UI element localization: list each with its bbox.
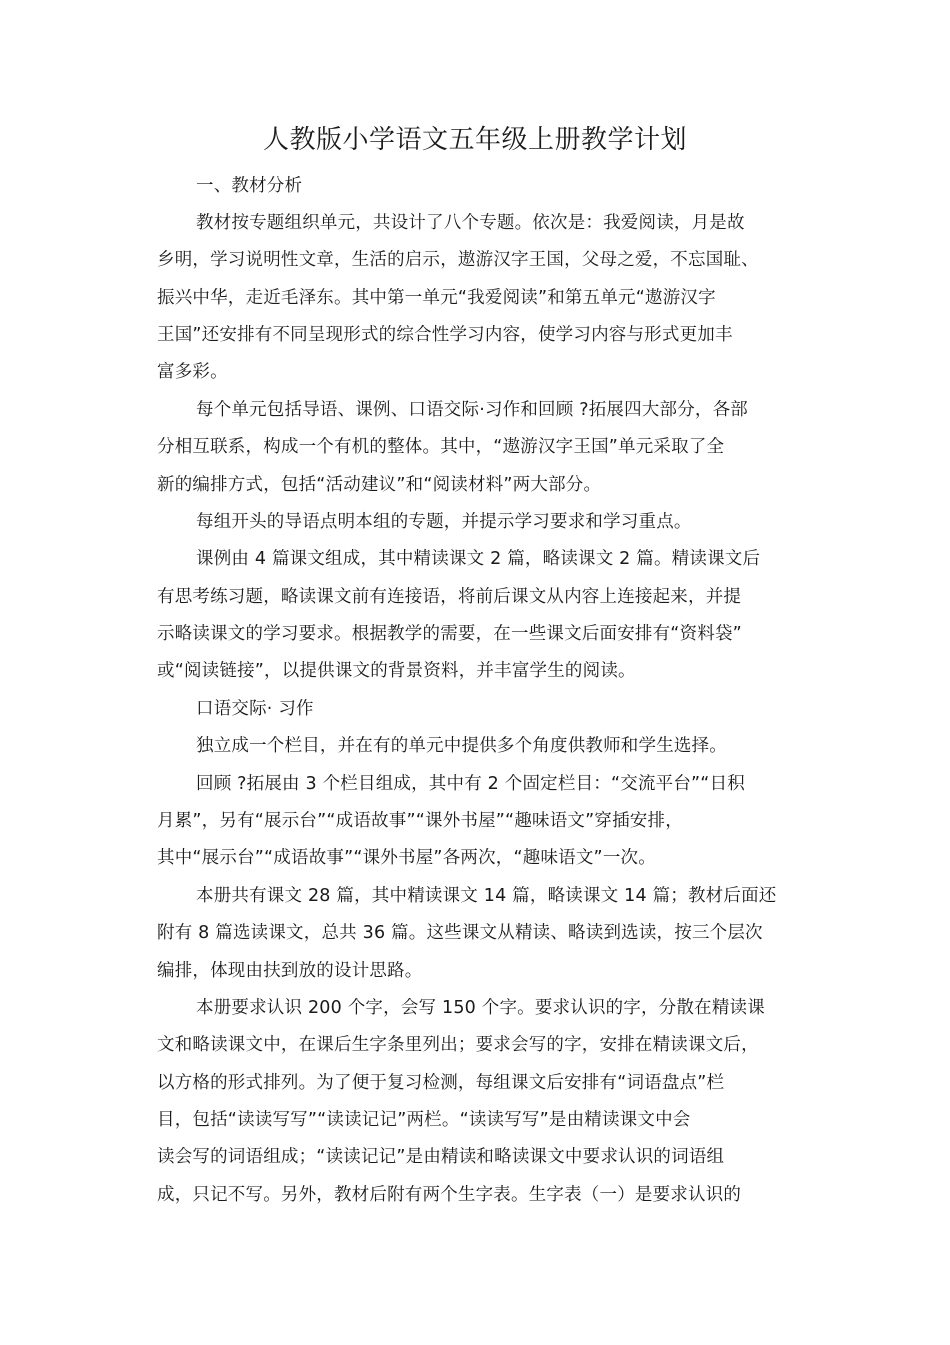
text-line: 新的编排方式，包括“活动建议”和“阅读材料”两大部分。 <box>157 475 602 495</box>
text-line: 本册要求认识 200 个字，会写 150 个字。要求认识的字，分散在精读课 <box>196 998 765 1018</box>
text-line: 乡明，学习说明性文章，生活的启示，遨游汉字王国，父母之爱，不忘国耻、 <box>157 250 759 270</box>
text-line: 富多彩。 <box>157 362 228 382</box>
text-line: 每组开头的导语点明本组的专题，并提示学习要求和学习重点。 <box>196 512 692 532</box>
text-line: 振兴中华，走近毛泽东。其中第一单元“我爱阅读”和第五单元“遨游汉字 <box>157 288 716 308</box>
text-line: 独立成一个栏目，并在有的单元中提供多个角度供教师和学生选择。 <box>196 736 727 756</box>
text-line: 本册共有课文 28 篇，其中精读课文 14 篇，略读课文 14 篇；教材后面还 <box>196 886 777 906</box>
text-line: 示略读课文的学习要求。根据教学的需要，在一些课文后面安排有“资料袋” <box>157 624 742 644</box>
text-line: 附有 8 篇选读课文，总共 36 篇。这些课文从精读、略读到选读，按三个层次 <box>157 923 763 943</box>
text-line: 口语交际· 习作 <box>196 699 314 719</box>
text-line: 每个单元包括导语、课例、口语交际·习作和回顾 ?拓展四大部分，各部 <box>196 400 749 420</box>
text-line: 教材按专题组织单元，共设计了八个专题。依次是：我爱阅读，月是故 <box>196 213 745 233</box>
section-heading: 一、教材分析 <box>196 176 303 196</box>
text-line: 其中“展示台”“成语故事”“课外书屋”各两次，“趣味语文”一次。 <box>157 848 656 868</box>
text-line: 回顾 ?拓展由 3 个栏目组成，其中有 2 个固定栏目：“交流平台”“日积 <box>196 774 745 794</box>
text-line: 读会写的词语组成；“读读记记”是由精读和略读课文中要求认识的词语组 <box>157 1147 725 1167</box>
text-line: 目，包括“读读写写”“读读记记”两栏。“读读写写”是由精读课文中会 <box>157 1110 691 1130</box>
text-line: 编排，体现由扶到放的设计思路。 <box>157 961 423 981</box>
text-line: 月累”，另有“展示台”“成语故事”“课外书屋”“趣味语文”穿插安排， <box>157 811 683 831</box>
text-line: 以方格的形式排列。为了便于复习检测，每组课文后安排有“词语盘点”栏 <box>157 1073 725 1093</box>
text-line: 课例由 4 篇课文组成，其中精读课文 2 篇，略读课文 2 篇。精读课文后 <box>196 549 761 569</box>
document-title: 人教版小学语文五年级上册教学计划 <box>262 125 687 155</box>
text-line: 文和略读课文中，在课后生字条里列出；要求会写的字，安排在精读课文后， <box>157 1035 759 1055</box>
text-line: 或“阅读链接”，以提供课文的背景资料，并丰富学生的阅读。 <box>157 661 636 681</box>
text-line: 王国”还安排有不同呈现形式的综合性学习内容，使学习内容与形式更加丰 <box>157 325 733 345</box>
text-line: 有思考练习题，略读课文前有连接语，将前后课文从内容上连接起来，并提 <box>157 587 742 607</box>
text-line: 成，只记不写。另外，教材后附有两个生字表。生字表（一）是要求认识的 <box>157 1185 742 1205</box>
text-line: 分相互联系，构成一个有机的整体。其中，“遨游汉字王国”单元采取了全 <box>157 437 725 457</box>
